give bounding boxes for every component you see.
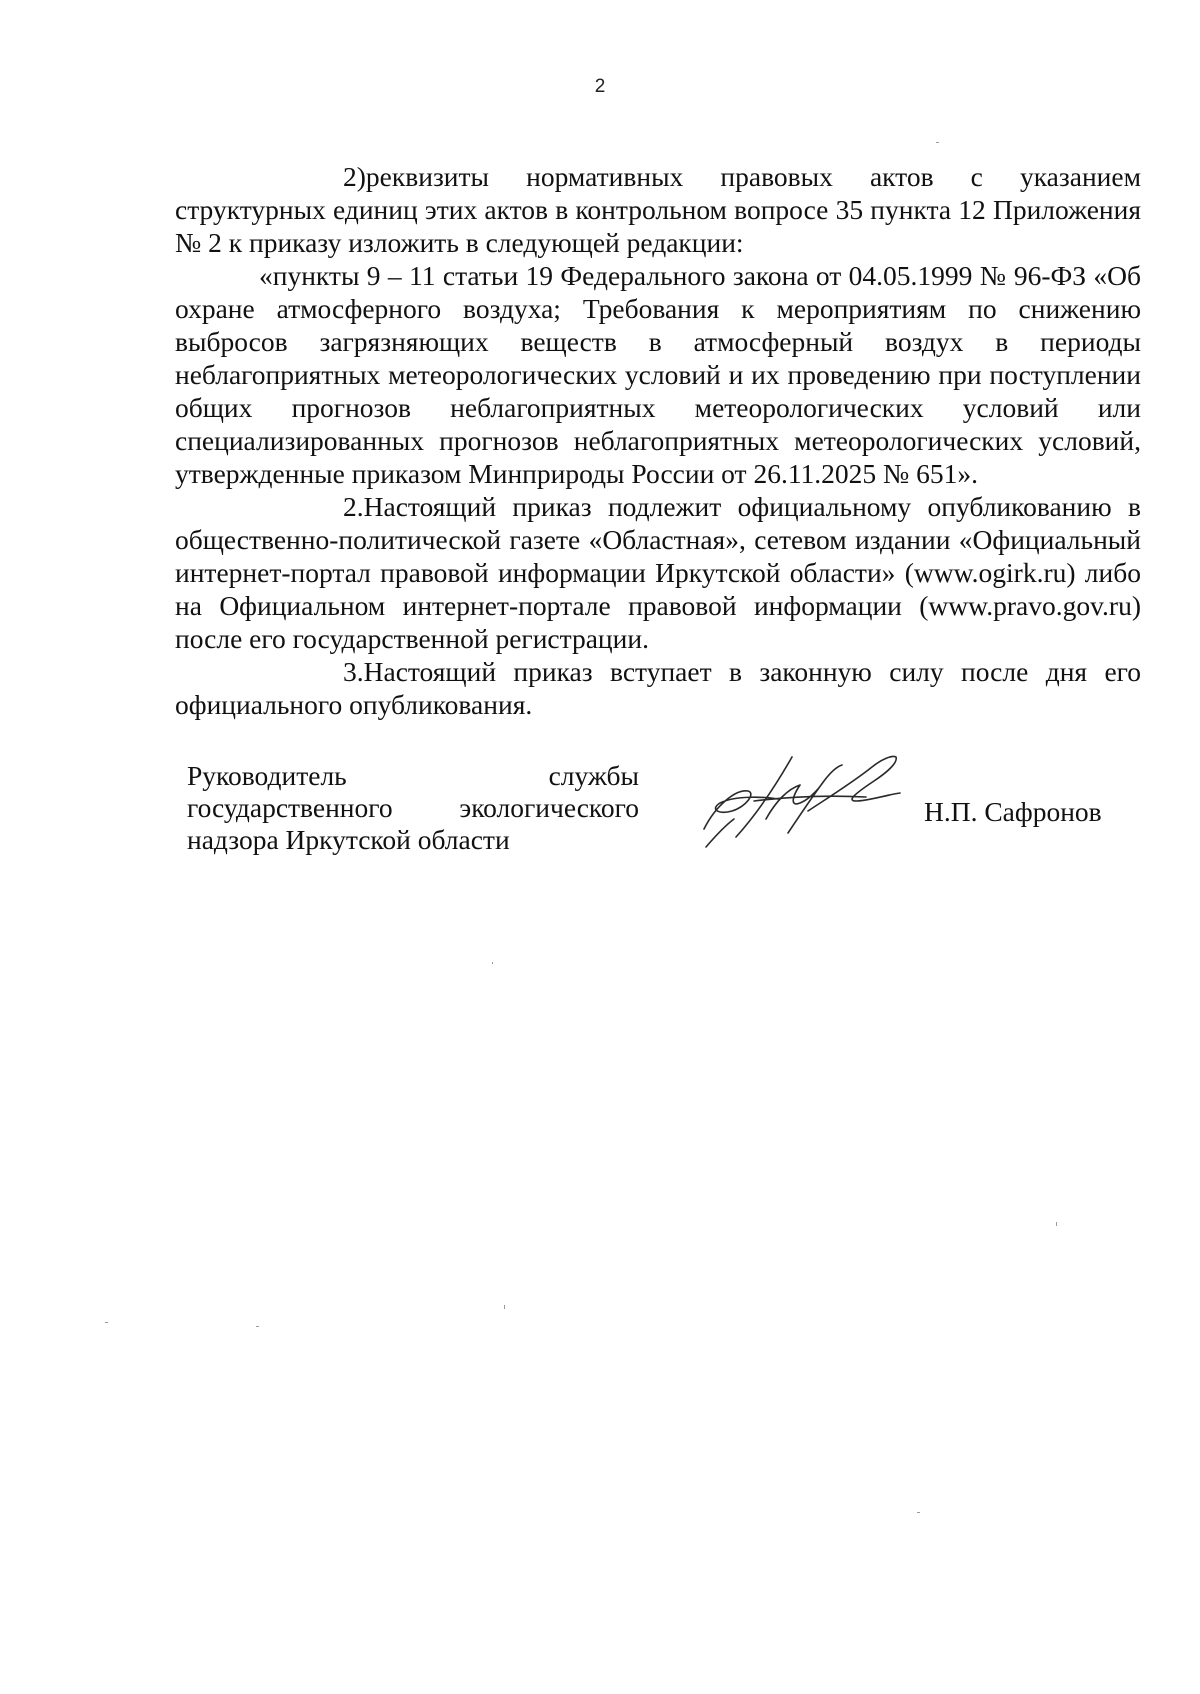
clause-2-paragraph: [175, 490, 1141, 655]
signatory-name: Н.П. Сафронов: [924, 796, 1102, 827]
clause-2-number: 2.: [343, 491, 364, 522]
clause-3-number: 3.: [343, 656, 364, 687]
clause-2-text: Настоящий приказ подлежит официальному опубликованию в общественно-политической газете «Областная», сетевом издании «Официальный интернет-портал правовой информации Иркутской области» (www.ogirk.ru) либо на Официальном интернет-портале правовой информации (www.pravo.gov.ru) после его государственной регистрации.: [175, 491, 1141, 654]
item-2-text: реквизиты нормативных правовых актов с указанием структурных единиц этих актов в контрольном вопросе 35 пункта 12 Приложения № 2 к приказу изложить в следующей редакции:: [175, 161, 1141, 258]
signatory-position: [187, 760, 639, 856]
signatory-position-line: надзора Иркутской области: [187, 824, 510, 855]
document-body: [175, 160, 1141, 721]
scan-speck: [504, 1305, 505, 1309]
scan-speck: [936, 142, 939, 143]
item-2-number: 2): [343, 161, 366, 192]
scan-speck: [492, 962, 493, 964]
scan-speck: [256, 1326, 259, 1327]
quoted-references-paragraph: «пункты 9 – 11 статьи 19 Федерального закона от 04.05.1999 № 96-ФЗ «Об охране атмосферного воздуха; Требования к мероприятиям по снижению выбросов загрязняющих веществ в атмосферный воздух в периоды неблагоприятных метеорологических условий и их проведению при поступлении общих прогнозов неблагоприятных метеорологических условий или специализированных прогнозов неблагоприятных метеорологических условий, утвержденные приказом Минприроды России от 26.11.2025 № 651».: [175, 260, 1141, 489]
page-number: 2: [594, 76, 606, 97]
clause-3-paragraph: [175, 655, 1141, 721]
scan-speck: [1056, 1222, 1057, 1226]
signature-block: [187, 760, 1187, 880]
signatory-position-line: государственного экологического: [187, 792, 639, 823]
scan-speck: [917, 1512, 920, 1513]
clause-3-text: Настоящий приказ вступает в законную силу после дня его официального опубликования.: [175, 656, 1141, 720]
signatory-position-line: Руководитель службы: [187, 760, 639, 791]
scan-speck: [105, 1322, 108, 1323]
handwritten-signature: [696, 745, 936, 855]
item-2-paragraph: [175, 160, 1141, 259]
